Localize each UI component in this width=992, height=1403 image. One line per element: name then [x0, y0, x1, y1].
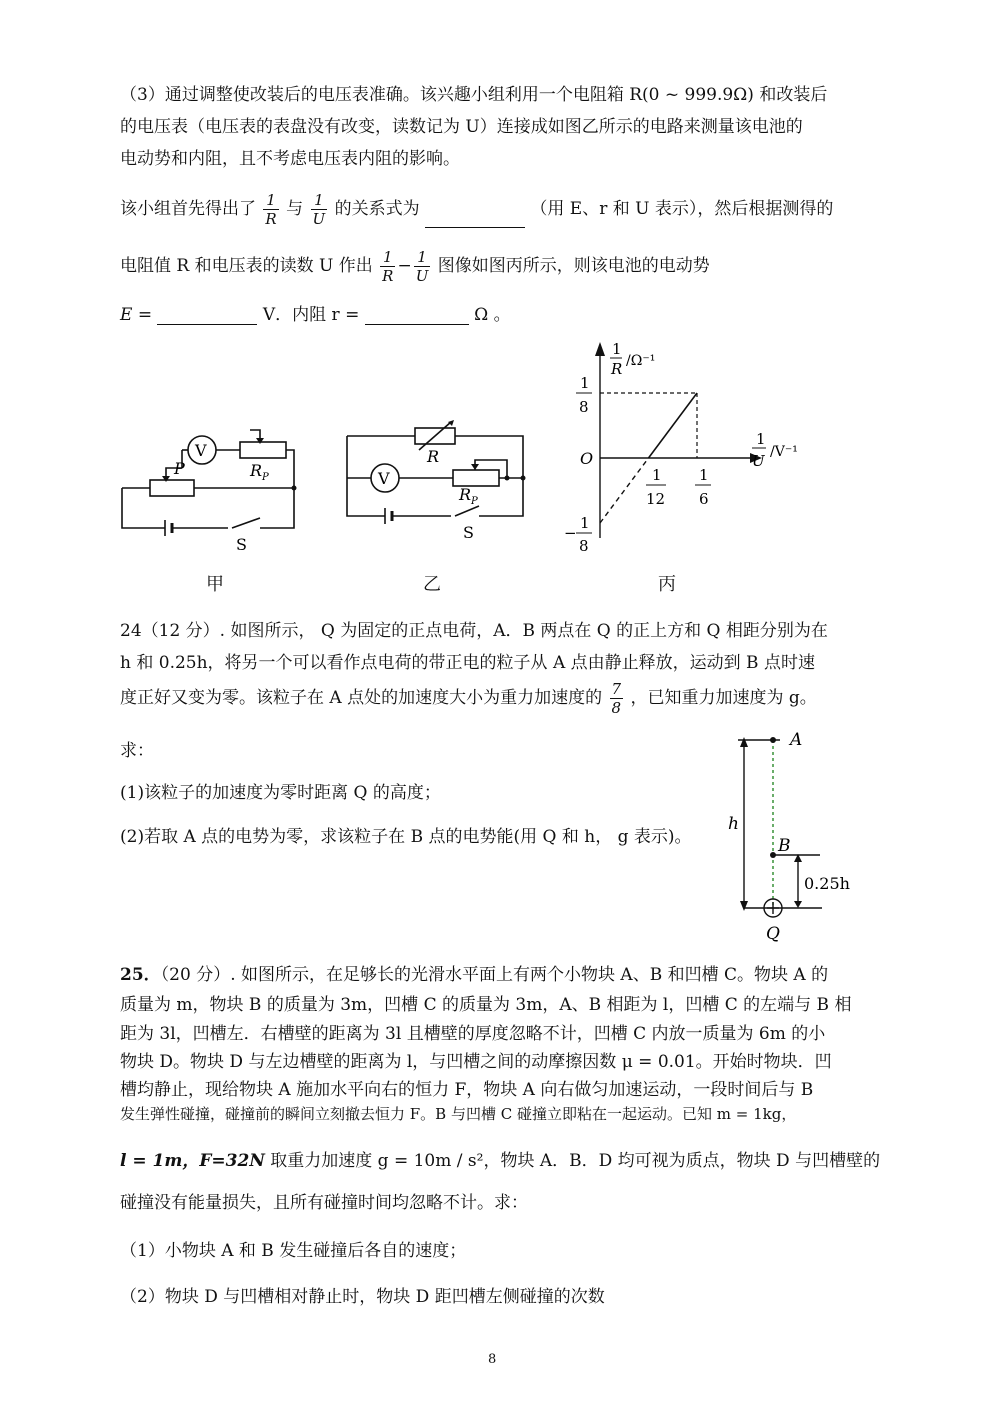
yi-switch-label: S — [463, 523, 474, 542]
q25-line3: 距为 3l，凹槽左．右槽壁的距离为 3l 且槽壁的厚度忽略不计，凹槽 C 内放一质量为 6m 的小 — [120, 1024, 826, 1044]
yi-voltmeter-label: V — [378, 469, 390, 488]
fraction-1-over-R: $\frac{1}{R}$ — [265, 191, 277, 228]
yi-R-label: R — [427, 447, 440, 466]
figure-jia-caption: 甲 — [206, 574, 224, 595]
q25-line8: 碰撞没有能量损失，且所有碰撞时间均忽略不计。求： — [120, 1193, 528, 1213]
q25-line1-text: （20 分）. 如图所示，在足够长的光滑水平面上有两个小物块 A、B 和凹槽 C。物块 A 的 — [160, 965, 829, 985]
q25-line6: 发生弹性碰撞，碰撞前的瞬间立刻撤去恒力 F。B 与凹槽 C 碰撞立即粘在一起运动。已知 m = 1kg， — [120, 1105, 797, 1123]
volt-unit-and-r-label: V．内阻 r = — [262, 305, 360, 325]
y-label-den: R — [611, 360, 623, 378]
relation-answer-blank[interactable] — [425, 227, 525, 228]
circuit-yi-diagram — [335, 420, 540, 560]
q25-line1 — [120, 960, 828, 985]
point-A-label: A — [790, 730, 803, 750]
x-unit: /V⁻¹ — [770, 444, 798, 460]
q24-line3-text-a: 度正好又变为零。该粒子在 A 点处的加速度大小为重力加速度的 — [120, 688, 603, 708]
height-quarter-h-label: 0.25h — [804, 874, 850, 893]
x-tick-2-num: 1 — [699, 466, 709, 484]
q25-subquestion-1: （1）小物块 A 和 B 发生碰撞后各自的速度； — [120, 1241, 467, 1261]
q25-subquestion-2: （2）物块 D 与凹槽相对静止时，物块 D 距凹槽左侧碰撞的次数 — [120, 1287, 605, 1307]
q24-line3-text-b: ，已知重力加速度为 g。 — [630, 688, 817, 708]
jia-Rp-subscript: P — [262, 472, 269, 483]
y-tick-top-num: 1 — [580, 374, 590, 392]
q25-line7 — [120, 1146, 880, 1171]
point-B-label: B — [778, 836, 791, 856]
data-line-solid-segment — [648, 393, 697, 458]
q24-line1: 24（12 分）. 如图所示， Q 为固定的正点电荷，A．B 两点在 Q 的正上方和 Q 相距分别为在 — [120, 621, 828, 641]
internal-resistance-blank[interactable] — [365, 324, 469, 325]
y-tick-bottom-den: 8 — [579, 537, 589, 555]
yi-Rp-label: R — [459, 485, 472, 504]
q25-number: 25． — [120, 965, 161, 985]
x-tick-2-den: 6 — [699, 490, 709, 508]
relation-text-d: （用 E、r 和 U 表示），然后根据测得的 — [530, 199, 834, 219]
fraction-1-over-U-b: $\frac{1}{U}$ — [415, 248, 429, 285]
origin-label: O — [580, 449, 594, 468]
q23-part3-line2: 的电压表（电压表的表盘没有改变，读数记为 U）连接成如图乙所示的电路来测量该电池的 — [120, 117, 803, 137]
jia-P-label: P — [174, 459, 185, 478]
q24-subquestion-2: (2)若取 A 点的电势为零，求该粒子在 B 点的电势能(用 Q 和 h， g 表示)。 — [120, 827, 692, 847]
fraction-1-over-R-b: $\frac{1}{R}$ — [382, 248, 394, 285]
q24-line3 — [120, 680, 817, 717]
q23-plot-line — [120, 248, 710, 285]
q23-part3-line1: （3）通过调整使改装后的电压表准确。该兴趣小组利用一个电阻箱 R(0 ~ 999.9Ω) 和改装后 — [120, 85, 828, 105]
y-label-num: 1 — [612, 340, 622, 358]
q25-line2: 质量为 m，物块 B 的质量为 3m，凹槽 C 的质量为 3m，A、B 相距为 l，凹槽 C 的左端与 B 相 — [120, 995, 852, 1015]
q24-line4: 求： — [120, 741, 154, 761]
charge-Q-label: Q — [766, 924, 780, 944]
jia-voltmeter-label: V — [195, 441, 207, 460]
jia-switch-label: S — [236, 535, 247, 554]
minus-sign: − — [397, 256, 412, 276]
relation-text-a: 该小组首先得出了 — [120, 199, 256, 219]
q24-subquestion-1: (1)该粒子的加速度为零时距离 Q 的高度； — [120, 783, 441, 803]
x-tick-1-den: 12 — [646, 490, 666, 508]
y-tick-top-den: 8 — [579, 398, 589, 416]
q25-line7-text: 取重力加速度 g = 10m / s²，物块 A．B．D 均可视为质点，物块 D 与凹槽壁的 — [264, 1151, 881, 1171]
q25-given-values: l = 1m，F=32N — [120, 1151, 265, 1171]
graph-bing-chart — [558, 338, 818, 560]
fraction-1-over-U: $\frac{1}{U}$ — [312, 191, 326, 228]
circuit-jia-diagram — [110, 420, 310, 560]
q23-part3-line3: 电动势和内阻，且不考虑电压表内阻的影响。 — [120, 149, 460, 169]
page-number: 8 — [488, 1352, 497, 1367]
relation-text-c: 的关系式为 — [334, 199, 420, 219]
figure-yi-caption: 乙 — [423, 574, 441, 595]
q23-relation-line — [120, 191, 833, 228]
y-tick-bottom-sign: − — [564, 524, 577, 542]
emf-answer-blank[interactable] — [157, 324, 257, 325]
jia-Rp-label: R — [250, 461, 263, 480]
q23-answer-line — [120, 300, 511, 325]
yi-Rp-subscript: P — [471, 496, 478, 507]
relation-text-b: 与 — [286, 199, 304, 219]
plot-text-a: 电阻值 R 和电压表的读数 U 作出 — [120, 256, 373, 276]
q24-line2: h 和 0.25h，将另一个可以看作点电荷的带正电的粒子从 A 点由静止释放，运动到 B 点时速 — [120, 653, 815, 673]
emf-label: E = — [120, 305, 153, 325]
data-line-dashed-segment — [600, 458, 648, 523]
x-tick-1-num: 1 — [652, 466, 662, 484]
plot-text-b: 图像如图丙所示，则该电池的电动势 — [437, 256, 710, 276]
y-unit: /Ω⁻¹ — [626, 353, 656, 369]
q25-line4: 物块 D。物块 D 与左边槽壁的距离为 l，与凹槽之间的动摩擦因数 μ = 0.01。开始时物块．凹 — [120, 1052, 832, 1072]
y-axis-arrow — [595, 342, 605, 356]
q25-line5: 槽均静止，现给物块 A 施加水平向右的恒力 F，物块 A 向右做匀加速运动，一段时间后与 B — [120, 1080, 814, 1100]
q24-charge-figure — [722, 725, 872, 950]
x-label-den: U — [752, 452, 765, 470]
fraction-seven-eighths: $\frac{7}{8}$ — [611, 680, 622, 717]
height-h-label: h — [728, 814, 739, 834]
ohm-unit: Ω 。 — [474, 305, 511, 325]
y-tick-bottom-num: 1 — [580, 514, 590, 532]
figure-bing-caption: 丙 — [658, 574, 676, 595]
x-label-num: 1 — [756, 430, 766, 448]
